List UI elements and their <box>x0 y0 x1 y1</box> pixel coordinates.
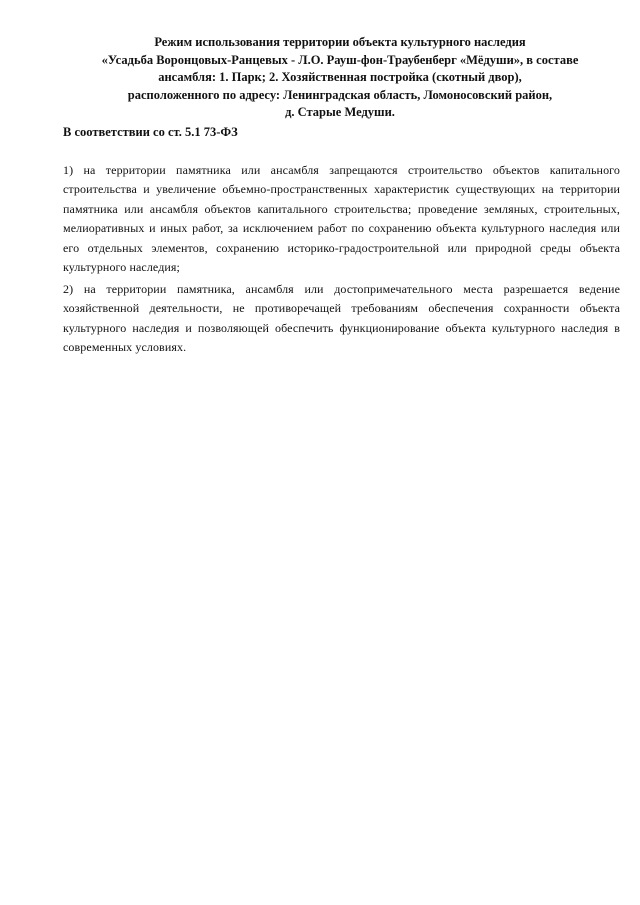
paragraph-2: 2) на территории памятника, ансамбля или достопримечательного места разрешается ведение хозяйственной деятельности, не противоречащей требованиям обеспечения сохранности объекта культурного наследия и позволяющей обеспечить функционирование объекта культурного наследия в современных условиях. <box>63 282 620 355</box>
document-title <box>40 34 640 122</box>
title-line-1: Режим использования территории объекта культурного наследия <box>154 35 526 49</box>
title-line-2: «Усадьба Воронцовых-Ранцевых - Л.О. Рауш-фон-Траубенберг «Мёдуши», в составе <box>101 52 579 67</box>
title-line-3: ансамбля: 1. Парк; 2. Хозяйственная постройка (скотный двор), <box>158 70 522 85</box>
legal-basis-heading: В соответствии со ст. 5.1 73-ФЗ <box>63 125 238 139</box>
paragraph-1: 1) на территории памятника или ансамбля запрещаются строительство объектов капитального строительства и увеличение объемно-пространственных характеристик существующих на территории памятника или ансамбля объектов капитального строительства; проведение земляных, строительных, мелиоративных и иных работ, за исключением работ по сохранению объекта культурного наследия или его отдельных элементов, сохранению историко-градостроительной или природной среды объекта культурного наследия; <box>63 163 620 275</box>
title-line-4: расположенного по адресу: Ленинградская область, Ломоносовский район, <box>127 87 553 102</box>
title-line-5: д. Старые Медуши. <box>285 105 395 120</box>
